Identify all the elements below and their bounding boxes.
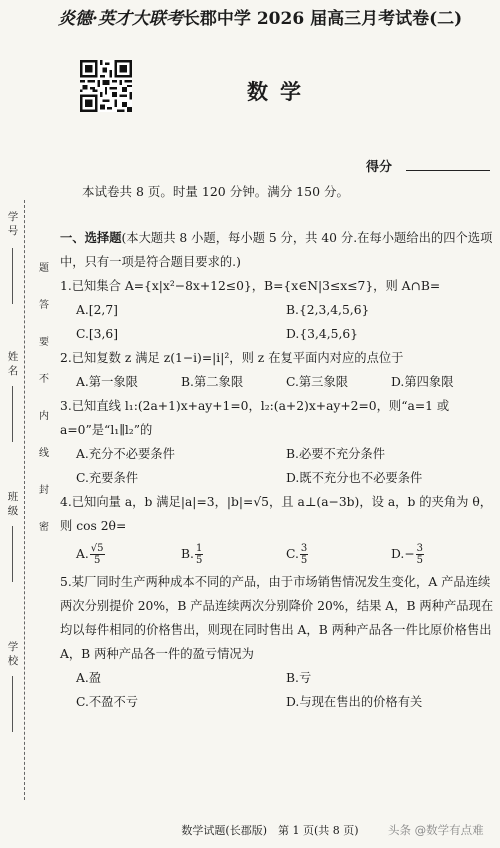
question-5-option-c[interactable]: C.不盈不亏 [76,695,139,709]
question-3-option-a[interactable]: A.充分不必要条件 [76,447,175,461]
exam-title-rest: 长郡中学 2026 届高三月考试卷(二) [182,9,463,29]
fraction: $\frac{3}{5}$ [300,543,308,566]
question-3-option-b[interactable]: B.必要不充分条件 [286,447,386,461]
question-1-option-a[interactable]: A.[2,7] [76,303,118,317]
question-2-option-d[interactable]: D.第四象限 [391,375,454,389]
question-1-option-d[interactable]: D.{3,4,5,6} [286,327,358,341]
qr-code [80,60,132,112]
fraction: $\frac{1}{5}$ [195,543,203,566]
question-5-options [60,666,496,714]
section-one [60,226,496,274]
score-label: 得分 [366,160,393,175]
question-4-options [60,538,496,570]
question-1-option-c[interactable]: C.[3,6] [76,327,119,341]
binding-dashed-line [24,200,25,800]
exam-title [58,4,498,29]
fraction: $\frac{3}{5}$ [416,543,424,566]
question-5-stem: 5.某厂同时生产两种成本不同的产品，由于市场销售情况发生变化，A 产品连续两次分别提价 20%，B 产品连续两次分别降价 20%，结果 A，B 两种产品现在均以每件相同的价格售出，则现在同时售出 A，B 两种产品各一件比原价格售出 A，B 两种产品各一件的盈亏情况为 [60,575,494,661]
question-1-options [60,298,496,346]
question-3-options [60,442,496,490]
question-2-option-c[interactable]: C.第三象限 [286,375,349,389]
question-4-option-d[interactable]: D.− $\frac{3}{5}$ [391,543,424,566]
question-4-option-c[interactable]: C. $\frac{3}{5}$ [286,543,308,566]
question-5-option-a[interactable]: A.盈 [76,671,102,685]
question-2-options [60,370,496,394]
school-label: 学校 [7,641,19,667]
watermark: 头条 @数学有点难 [388,823,484,837]
question-1-option-b[interactable]: B.{2,3,4,5,6} [286,303,370,317]
fraction: $\frac{√5}{5}$ [90,543,104,566]
exam-info: 本试卷共 8 页。时量 120 分钟。满分 150 分。 [82,184,350,199]
binding-margin [0,200,60,820]
question-2-option-b[interactable]: B.第二象限 [181,375,244,389]
student-name-blank[interactable] [12,386,13,442]
page-footer: 数学试题(长郡版) 第 1 页(共 8 页) [181,824,359,837]
seal-notice: 题 答 要 不 内 线 封 密 [39,263,49,533]
class-label: 班级 [7,491,19,517]
question-3-option-c[interactable]: C.充要条件 [76,471,139,485]
question-area [60,226,496,714]
question-1-stem: 1.已知集合 A={x|x²−8x+12≤0}，B={x∈N|3≤x≤7}，则 A∩B= [60,279,441,293]
student-id-blank[interactable] [12,248,13,304]
question-5-option-d[interactable]: D.与现在售出的价格有关 [286,695,423,709]
question-4-option-b[interactable]: B. $\frac{1}{5}$ [181,543,203,566]
question-4-stem: 4.已知向量 a，b 满足|a|=3，|b|=√5，且 a⊥(a−3b)，设 a，b 的夹角为 θ，则 cos 2θ= [60,495,493,533]
question-4-option-a[interactable]: A. $\frac{√5}{5}$ [76,543,104,566]
score-blank[interactable] [406,170,490,171]
question-2-option-a[interactable]: A.第一象限 [76,375,138,389]
section-description: (本大题共 8 小题，每小题 5 分，共 40 分.在每小题给出的四个选项中，只有一项是符合题目要求的.) [60,231,493,269]
student-name-label: 姓名 [7,351,19,377]
subject-title: 数学 [247,79,313,104]
question-5-option-b[interactable]: B.亏 [286,671,312,685]
question-3-option-d[interactable]: D.既不充分也不必要条件 [286,471,423,485]
school-blank[interactable] [12,676,13,732]
exam-brand: 炎德·英才大联考 [58,9,183,29]
section-heading: 一、选择题 [60,230,122,245]
question-3-stem: 3.已知直线 l₁:(2a+1)x+ay+1=0，l₂:(a+2)x+ay+2=0，则“a=1 或 a=0”是“l₁∥l₂”的 [60,399,450,437]
class-blank[interactable] [12,526,13,582]
question-2-stem: 2.已知复数 z 满足 z(1−i)=|i|²，则 z 在复平面内对应的点位于 [60,351,404,365]
student-id-label: 学号 [7,211,19,237]
